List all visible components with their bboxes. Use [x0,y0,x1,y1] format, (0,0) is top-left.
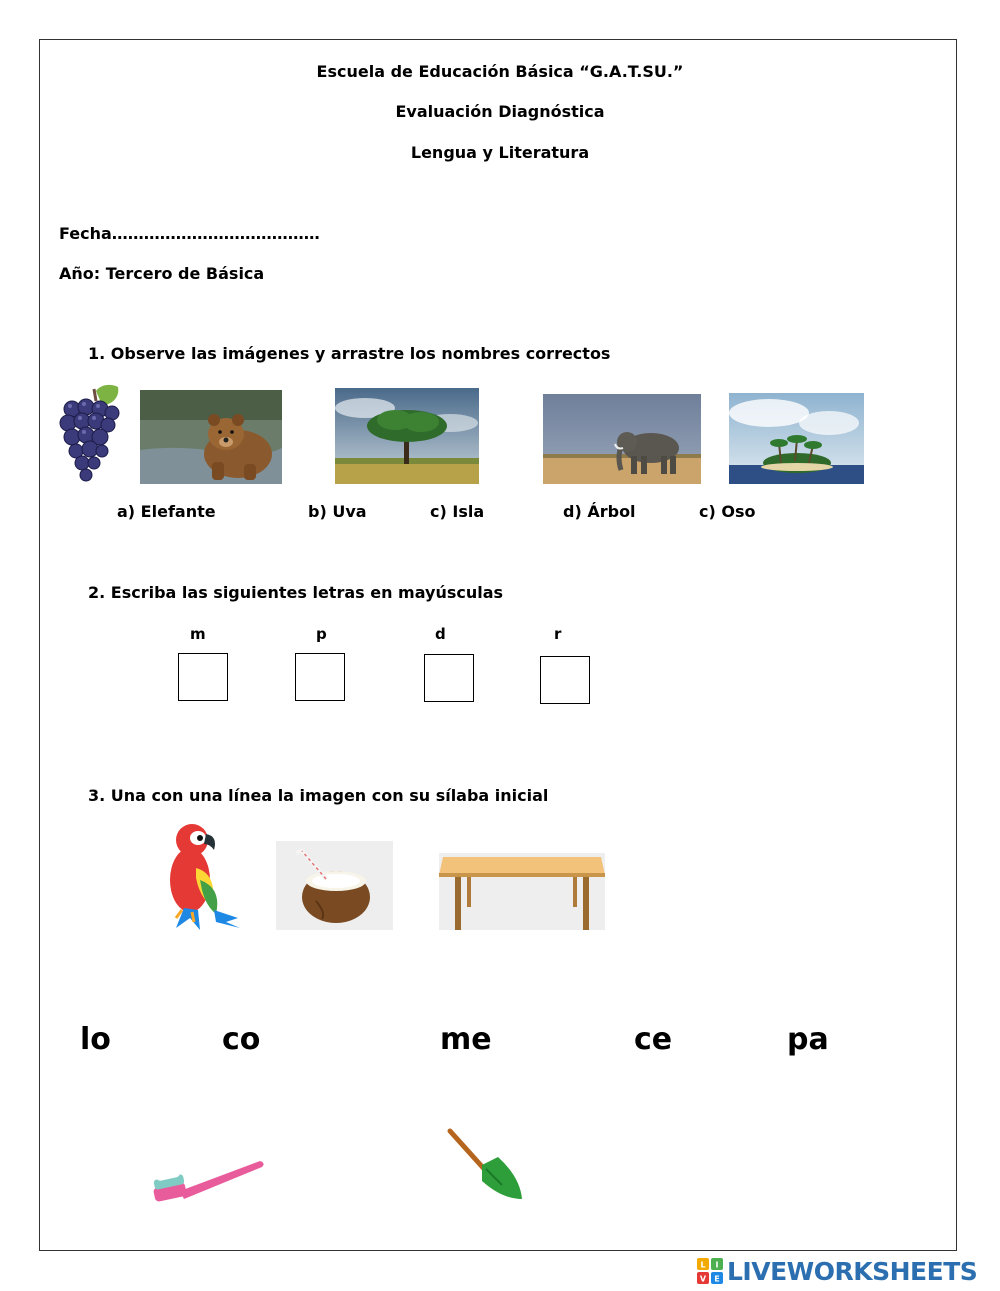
evaluation-title: Evaluación Diagnóstica [395,102,605,121]
syllable-pa[interactable]: pa [787,1022,829,1057]
answer-box-p[interactable] [295,653,345,701]
school-year: Año: Tercero de Básica [59,264,265,283]
brand-text[interactable]: LIVEWORKSHEETS [727,1256,978,1286]
subject-title: Lengua y Literatura [410,143,590,162]
syllable-me[interactable]: me [440,1022,492,1057]
option-a[interactable]: a) Elefante [117,502,216,521]
letter-m: m [190,625,206,643]
grapes-image [58,383,126,483]
liveworksheets-brand[interactable] [697,1256,997,1286]
question-2-title: 2. Escriba las siguientes letras en mayúsculas [88,583,504,602]
answer-box-r[interactable] [540,656,590,704]
logo-letter-e: E [714,1274,720,1284]
question-3-title: 3. Una con una línea la imagen con su sílaba inicial [88,786,549,805]
tree-image [335,388,479,484]
table-image [439,853,605,930]
liveworksheets-logo-icon [697,1258,723,1284]
syllable-co[interactable]: co [222,1022,261,1057]
option-c-isla[interactable]: c) Isla [430,502,485,521]
option-b[interactable]: b) Uva [308,502,367,521]
elephant-image [543,394,701,484]
school-name: Escuela de Educación Básica “G.A.T.SU.” [316,62,684,81]
logo-letter-l: L [700,1260,706,1270]
date-line: Fecha………………………………… [59,224,320,243]
logo-letter-i: I [715,1260,719,1270]
letter-r: r [554,625,562,643]
worksheet-border [39,39,957,1251]
option-c-oso[interactable]: c) Oso [699,502,756,521]
island-image [729,393,864,484]
coconut-image [276,841,393,930]
letter-d: d [435,625,446,643]
question-1-title: 1. Observe las imágenes y arrastre los nombres correctos [88,344,611,363]
answer-box-d[interactable] [424,654,474,702]
parrot-image [156,818,242,930]
syllable-lo[interactable]: lo [80,1022,111,1057]
option-d[interactable]: d) Árbol [563,502,636,521]
logo-letter-v: V [699,1274,707,1284]
answer-box-m[interactable] [178,653,228,701]
letter-p: p [316,625,327,643]
syllable-ce[interactable]: ce [634,1022,673,1057]
bear-image [140,390,282,484]
toothbrush-image [150,1155,266,1207]
shovel-image [446,1127,526,1203]
